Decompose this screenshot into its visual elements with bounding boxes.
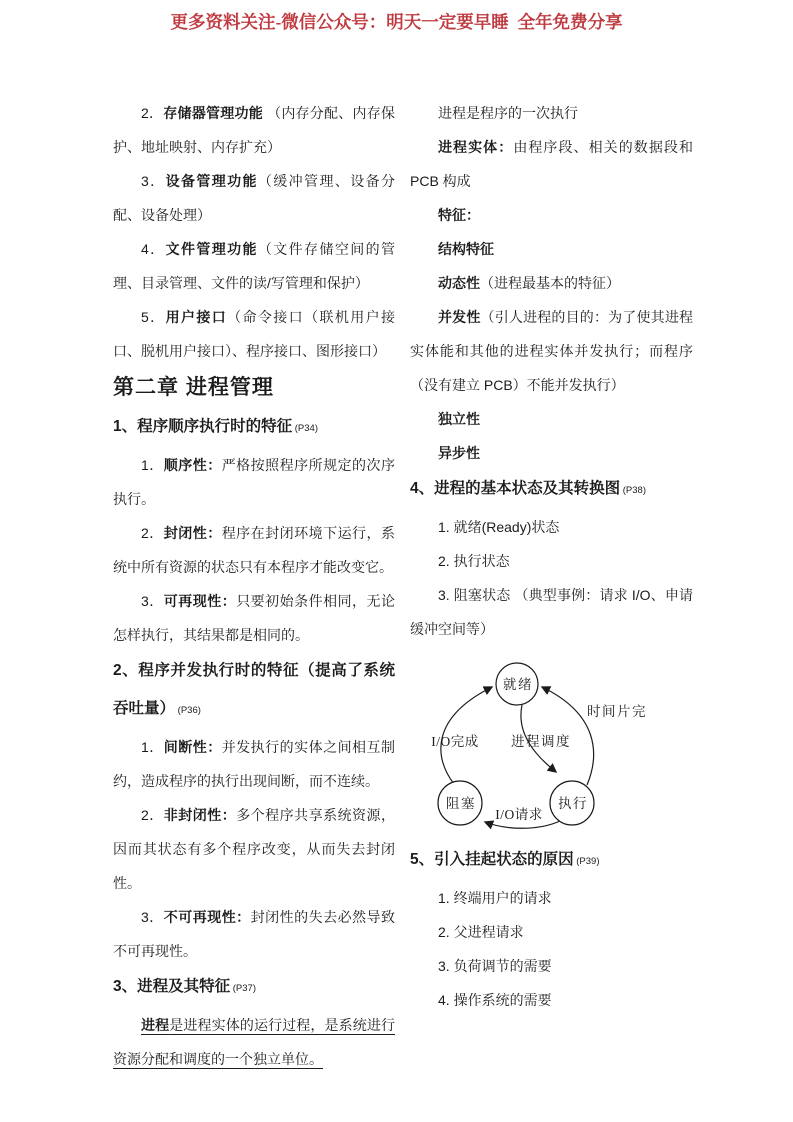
section-heading	[410, 470, 693, 510]
right-column-bottom	[410, 841, 693, 1017]
text-run: 4. 操作系统的需要	[438, 992, 552, 1008]
state-node-blocked-label: 阻塞	[446, 796, 476, 811]
page-ref: (P34)	[292, 423, 318, 434]
text-run: 5、引入挂起状态的原因	[410, 851, 574, 868]
text-run: 5．	[141, 309, 166, 325]
text-run: （进程最基本的特征）	[480, 275, 620, 291]
text-run: 并发执行的实体之间相互制约，造成程序的执行出现间断，而不连续。	[113, 739, 396, 789]
text-run: 用户接口	[165, 309, 228, 325]
paragraph	[113, 900, 395, 968]
right-column	[410, 96, 693, 1017]
text-run: 进程是程序的一次执行	[438, 105, 578, 121]
text-run: 封闭性：	[163, 525, 222, 541]
text-run: 2. 父进程请求	[438, 924, 524, 940]
edge-label-process-schedule: 进程调度	[511, 734, 571, 749]
text-run: （缓冲管理、设备分配、设备处理）	[113, 173, 395, 223]
section-heading	[113, 408, 395, 448]
text-run: 程序在封闭环境下运行，系统中所有资源的状态只有本程序才能改变它。	[113, 525, 396, 575]
text-run: 进程	[141, 1017, 170, 1033]
text-run: 文件管理功能	[165, 241, 258, 257]
text-run: 间断性：	[163, 739, 222, 755]
text-run: 存储器管理功能	[163, 105, 263, 121]
text-run: 封闭性的失去必然导致不可再现性。	[113, 909, 396, 959]
text-run: 4．	[141, 241, 166, 257]
section-heading	[410, 841, 693, 881]
text-run: 只要初始条件相同，无论怎样执行，其结果都是相同的。	[113, 593, 396, 643]
text-run: 严格按照程序所规定的次序执行。	[113, 457, 396, 507]
state-transition-diagram	[410, 646, 693, 841]
header-notice: 更多资料关注-微信公众号：明天一定要早睡 全年免费分享	[170, 12, 623, 32]
text-run: 可再现性：	[163, 593, 237, 609]
paragraph	[410, 300, 693, 402]
page-ref: (P38)	[620, 485, 646, 496]
paragraph	[113, 300, 395, 368]
text-run: （命令接口（联机用户接口、脱机用户接口）、程序接口、图形接口）	[113, 309, 396, 359]
state-node-ready-label: 就绪	[503, 677, 533, 692]
page-ref: (P37)	[230, 983, 256, 994]
paragraph	[113, 1008, 395, 1076]
paragraph	[113, 96, 395, 164]
text-run: 1、程序顺序执行时的特征	[113, 418, 293, 435]
text-run: 是进程实体的运行过程，是系统进行资源分配和调度的一个独立单位。	[113, 1017, 396, 1067]
paragraph	[410, 266, 693, 300]
text-run: 1. 终端用户的请求	[438, 890, 552, 906]
left-column	[113, 96, 395, 1076]
edge-io-request	[485, 821, 560, 828]
right-column-top	[410, 96, 693, 646]
text-run: （引人进程的目的：为了使其进程实体能和其他的进程实体并发执行；而程序（没有建立 PCB）不能并发执行）	[410, 309, 694, 393]
paragraph	[410, 402, 693, 436]
text-run: 动态性	[438, 275, 480, 291]
text-run: 1. 就绪(Ready)状态	[438, 519, 560, 535]
state-node-running-label: 执行	[558, 796, 588, 811]
paragraph	[113, 516, 395, 584]
page-ref: (P39)	[573, 856, 600, 867]
text-run: 不可再现性：	[163, 909, 251, 925]
text-run: （文件存储空间的管理、目录管理、文件的读/写管理和保护）	[113, 241, 395, 291]
text-run: 结构特征	[438, 241, 494, 257]
text-run: 3．	[141, 909, 164, 925]
text-run: （内存分配、内存保护、地址映射、内存扩充）	[113, 105, 395, 155]
text-run: 3．	[141, 173, 166, 189]
paragraph	[113, 164, 395, 232]
paragraph	[410, 198, 693, 232]
paragraph	[113, 584, 395, 652]
page-ref: (P36)	[175, 705, 201, 716]
section-heading	[113, 968, 395, 1008]
paragraph	[410, 96, 693, 130]
text-run: 3．	[141, 593, 164, 609]
text-run: 进程实体：	[438, 139, 514, 155]
text-run: 3. 负荷调节的需要	[438, 958, 552, 974]
text-run: 1．	[141, 457, 164, 473]
text-run: 独立性	[438, 411, 480, 427]
paragraph	[410, 578, 693, 646]
chapter-heading	[113, 368, 395, 408]
paragraph	[410, 881, 693, 915]
paragraph	[410, 130, 693, 198]
text-run: 1．	[141, 739, 164, 755]
paragraph	[410, 232, 693, 266]
paragraph	[113, 448, 395, 516]
text-run: 设备管理功能	[165, 173, 258, 189]
text-run: 顺序性：	[163, 457, 222, 473]
text-run: 非封闭性：	[163, 807, 237, 823]
paragraph	[410, 544, 693, 578]
section-heading	[113, 652, 395, 730]
paragraph	[410, 949, 693, 983]
edge-label-io-complete: I/O完成	[431, 734, 479, 749]
text-run: 2．	[141, 807, 164, 823]
text-run: 2. 执行状态	[438, 553, 510, 569]
paragraph	[410, 915, 693, 949]
edge-label-timeslice-expired: 时间片完	[587, 704, 647, 719]
paragraph	[113, 798, 395, 900]
paragraph	[410, 436, 693, 470]
edge-label-io-request: I/O请求	[495, 807, 543, 822]
text-run: 由程序段、相关的数据段和 PCB 构成	[410, 139, 693, 189]
text-run: 异步性	[438, 445, 480, 461]
paragraph	[113, 730, 395, 798]
paragraph	[410, 510, 693, 544]
text-run: 多个程序共享系统资源，因而其状态有多个程序改变，从而失去封闭性。	[113, 807, 396, 891]
text-run: 特征：	[438, 207, 480, 223]
text-run: 3. 阻塞状态 （典型事例：请求 I/O、申请缓冲空间等）	[410, 587, 693, 637]
text-run: 第二章 进程管理	[113, 376, 274, 399]
text-run: 3、进程及其特征	[113, 978, 231, 995]
text-run: 并发性	[438, 309, 481, 325]
paragraph	[113, 232, 395, 300]
text-run: 4、进程的基本状态及其转换图	[410, 480, 621, 497]
text-run: 2．	[141, 525, 164, 541]
paragraph	[410, 983, 693, 1017]
text-run: 2、程序并发执行时的特征（提高了系统吞吐量）	[113, 662, 395, 717]
text-run: 2．	[141, 105, 164, 121]
